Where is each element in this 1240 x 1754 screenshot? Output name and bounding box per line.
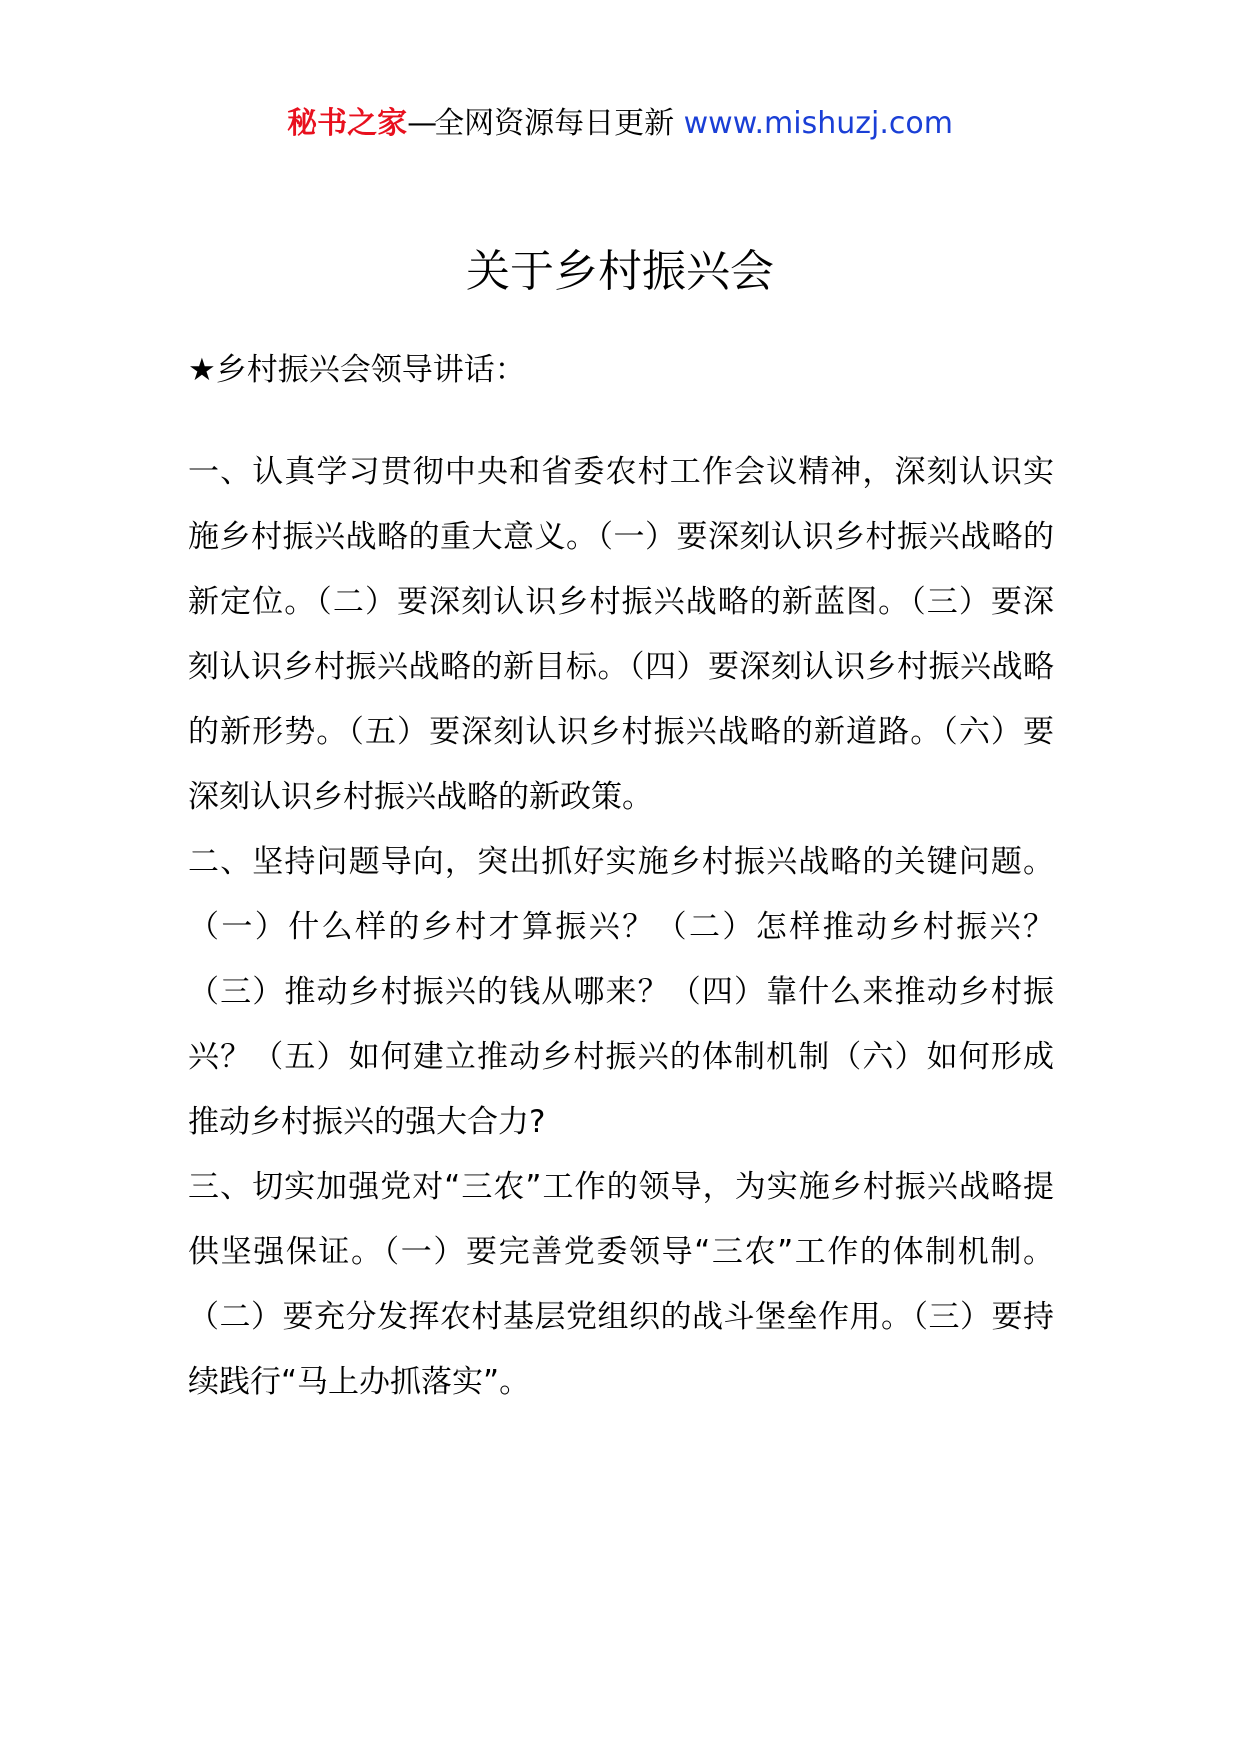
header-slogan: 全网资源每日更新 [434,106,675,141]
document-subheading: ★乡村振兴会领导讲话： [188,352,526,388]
paragraph-3: 三、切实加强党对“三农”工作的领导，为实施乡村振兴战略提供坚强保证。（一）要完善党委领导“三农”工作的体制机制。（二）要充分发挥农村基层党组织的战斗堡垒作用。（三）要持续践行“马上办抓落实”。 [188,1169,1054,1400]
site-url-link[interactable]: www.mishuzj.com [683,106,953,141]
paragraph-1: 一、认真学习贯彻中央和省委农村工作会议精神，深刻认识实施乡村振兴战略的重大意义。（一）要深刻认识乡村振兴战略的新定位。（二）要深刻认识乡村振兴战略的新蓝图。（三）要深刻认识乡村振兴战略的新目标。（四）要深刻认识乡村振兴战略的新形势。（五）要深刻认识乡村振兴战略的新道路。（六）要深刻认识乡村振兴战略的新政策。 [188,454,1054,815]
paragraph-2: 二、坚持问题导向，突出抓好实施乡村振兴战略的关键问题。（一）什么样的乡村才算振兴？（二）怎样推动乡村振兴？（三）推动乡村振兴的钱从哪来？（四）靠什么来推动乡村振兴？（五）如何建立推动乡村振兴的体制机制（六）如何形成推动乡村振兴的强大合力? [188,844,1054,1140]
header-dash: — [407,106,435,141]
site-header [0,100,1240,148]
document-title: 关于乡村振兴会 [466,246,774,297]
brand-name: 秘书之家 [287,106,408,141]
document-body [188,440,1054,1415]
